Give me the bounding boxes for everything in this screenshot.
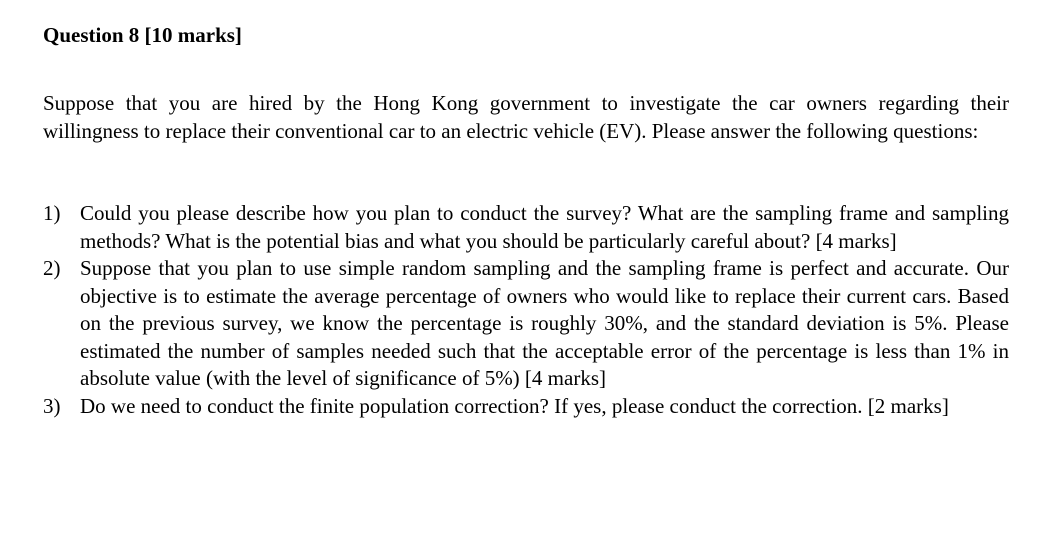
sub-question-2-text: Suppose that you plan to use simple random sampling and the sampling frame is perfect and accurate. Our objective is to estimate the average percentage of owners who would like to replace their current cars. Based on the previous survey, we know the percentage is roughly 30%, and the standard deviation is 5%. Please estimated the number of samples needed such that the acceptable error of the percentage is less than 1% in absolute value (with the level of significance of 5%) [4 marks] bbox=[80, 256, 1009, 390]
sub-question-list bbox=[43, 200, 1009, 420]
sub-question-3 bbox=[43, 393, 1009, 421]
sub-question-2-number: 2) bbox=[43, 256, 61, 280]
sub-question-3-number: 3) bbox=[43, 393, 61, 418]
sub-question-1-number: 1) bbox=[43, 201, 61, 225]
sub-question-2 bbox=[43, 255, 1009, 393]
sub-question-1 bbox=[43, 200, 1009, 255]
sub-question-1-text: Could you please describe how you plan to conduct the survey? What are the sampling frame and sampling methods? What is the potential bias and what you should be particularly careful about? [4 marks] bbox=[80, 201, 1009, 253]
question-intro: Suppose that you are hired by the Hong Kong government to investigate the car owners regarding their willingness to replace their conventional car to an electric vehicle (EV). Please answer the following questions: bbox=[43, 91, 1009, 143]
sub-question-3-text: Do we need to conduct the finite population correction? If yes, please conduct the correction. [2 marks] bbox=[80, 393, 949, 418]
question-heading: Question 8 [10 marks] bbox=[43, 23, 242, 47]
